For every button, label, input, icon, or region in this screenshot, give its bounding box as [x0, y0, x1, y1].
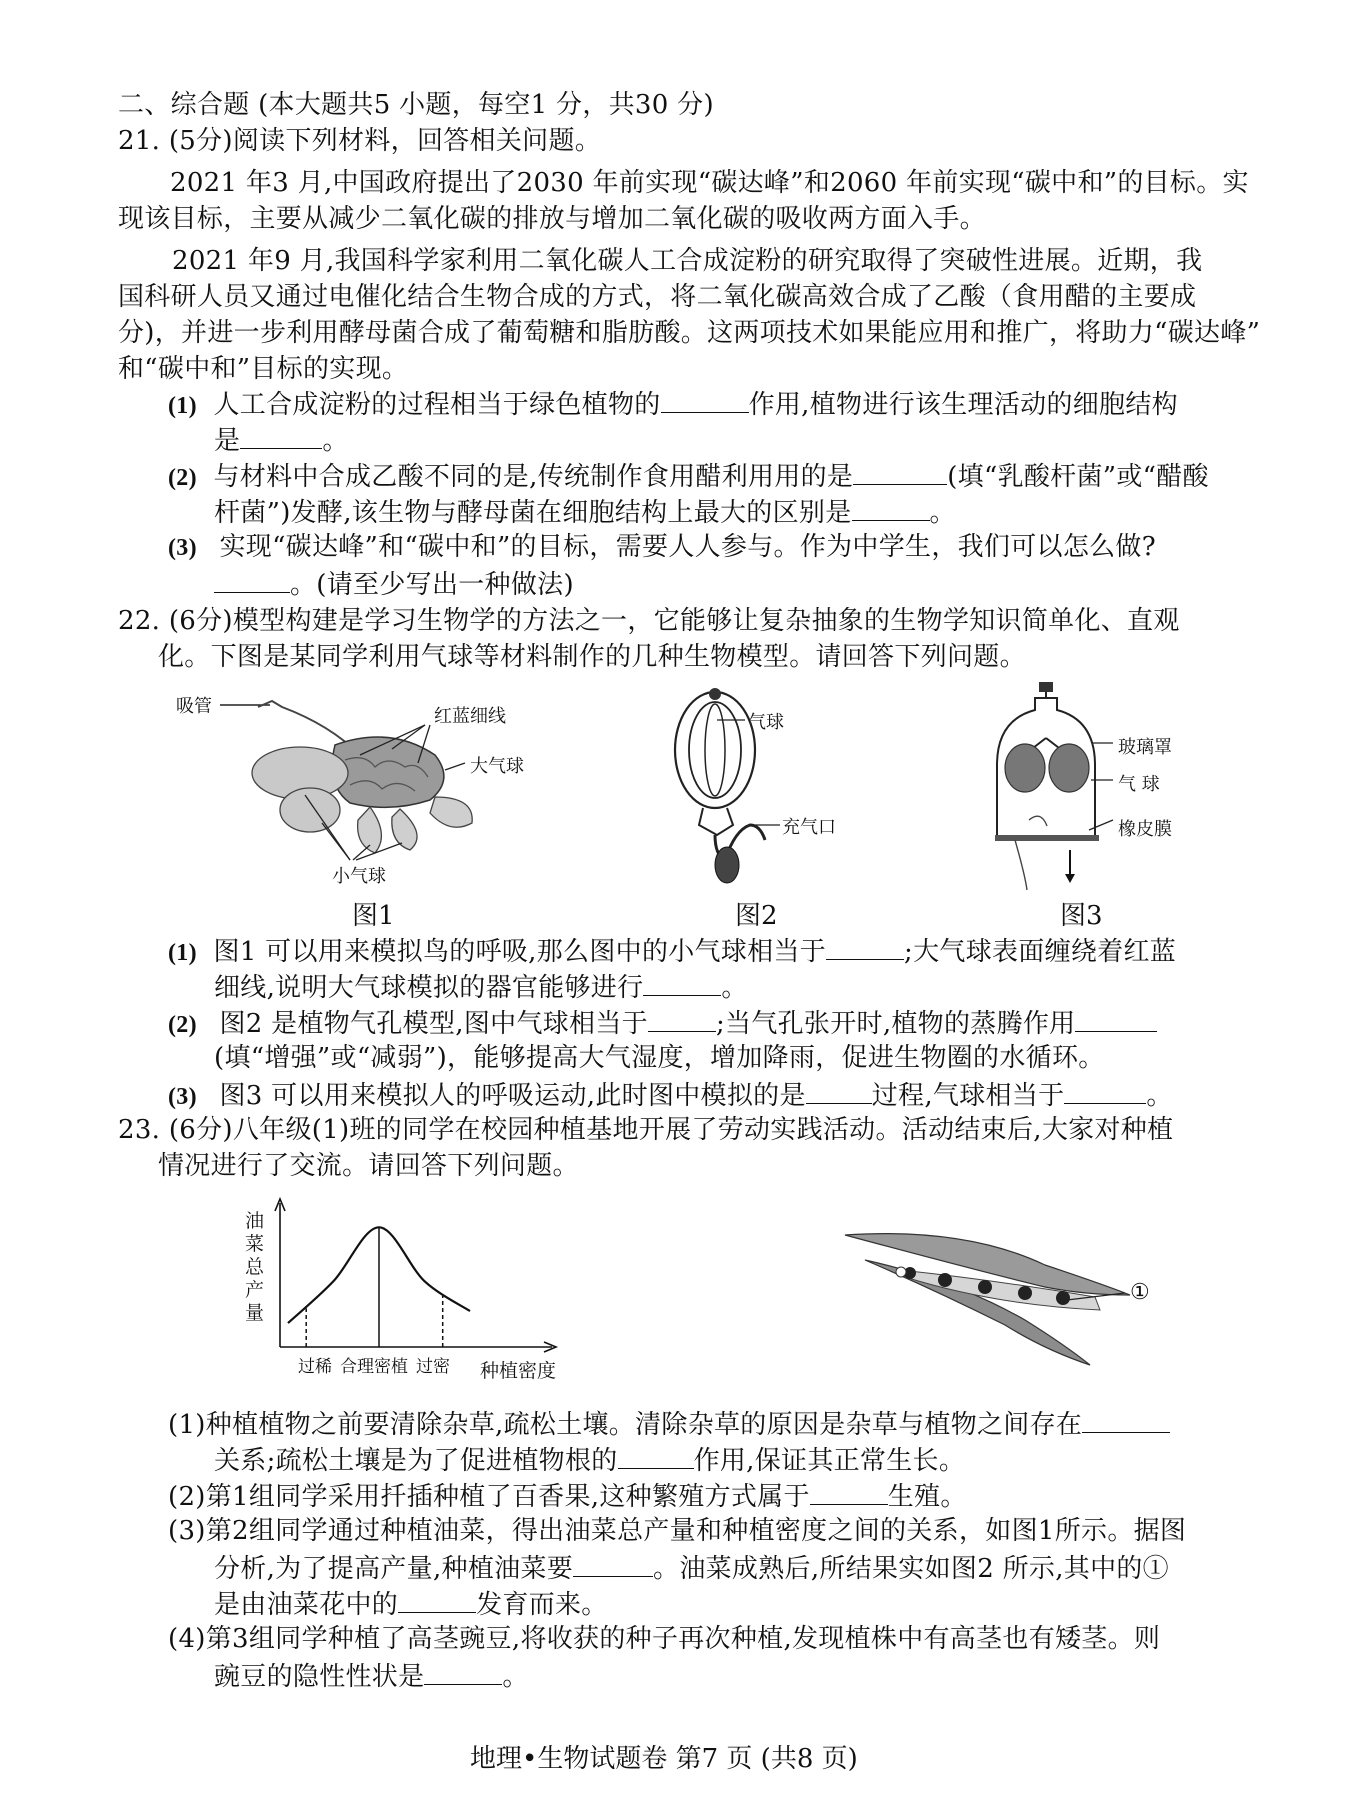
- q23-item2-line1: (2)第1组同学采用扦插种植了百香果,这种繁殖方式属于 生殖。: [168, 1478, 967, 1514]
- answer-blank[interactable]: [643, 969, 721, 996]
- answer-blank[interactable]: [852, 494, 930, 521]
- q21-title: 21. (5分)阅读下列材料，回答相关问题。: [118, 126, 602, 156]
- pod-label-1: ①: [1130, 1280, 1150, 1305]
- answer-blank[interactable]: [1075, 1005, 1157, 1032]
- q22-item1-line2: 细线,说明大气球模拟的器官能够进行 。: [214, 969, 748, 1005]
- q21-item1-line2: 是 。: [214, 422, 349, 458]
- q21-para1-line1: 2021 年3 月,中国政府提出了2030 年前实现“碳达峰”和2060 年前实现“碳中和”的目标。实: [170, 168, 1249, 198]
- q23-item1-number: (1): [168, 1410, 206, 1440]
- answer-blank[interactable]: [618, 1442, 694, 1469]
- q22-item1-number: (1): [168, 940, 197, 966]
- q21-item2-line1: (2) 与材料中合成乙酸不同的是,传统制作食用醋利用用的是 (填“乳酸杆菌”或“醋酸: [168, 458, 1209, 495]
- q21-para2-line1: 2021 年9 月,我国科学家利用二氧化碳人工合成淀粉的研究取得了突破性进展。近期，我: [172, 246, 1203, 276]
- q21-item2-number: (2): [168, 465, 197, 491]
- q23-item3-number: (3): [168, 1516, 206, 1546]
- q21-para2-line2: 国科研人员又通过电催化结合生物合成的方式，将二氧化碳高效合成了乙酸（食用醋的主要成: [118, 282, 1197, 312]
- fig1-caption: 图1: [352, 901, 395, 931]
- answer-blank[interactable]: [853, 458, 947, 485]
- q21-para2-line4: 和“碳中和”目标的实现。: [118, 354, 409, 384]
- fig3-jar-label: 玻璃罩: [1118, 737, 1172, 758]
- q21-para2-line3: 分)，并进一步利用酵母菌合成了葡萄糖和脂肪酸。这两项技术如果能应用和推广，将助力“碳达峰”: [118, 318, 1261, 348]
- fig2-caption: 图2: [735, 901, 778, 931]
- q23-title-line1: 23. (6分)八年级(1)班的同学在校园种植基地开展了劳动实践活动。活动结束后,大家对种植: [118, 1115, 1174, 1145]
- chart-tick-label-sparse: 过稀: [298, 1357, 332, 1377]
- fig1-thread-label: 红蓝细线: [434, 706, 506, 727]
- q22-item1-line1: (1) 图1 可以用来模拟鸟的呼吸,那么图中的小气球相当于 ;大气球表面缠绕着红蓝: [168, 933, 1176, 970]
- answer-blank[interactable]: [424, 1658, 502, 1685]
- answer-blank[interactable]: [648, 1005, 716, 1032]
- chart-tick-label-dense: 过密: [416, 1357, 450, 1377]
- fig1-big-balloon-label: 大气球: [470, 756, 524, 777]
- q21-item3-line1: (3) 实现“碳达峰”和“碳中和”的目标，需要人人参与。作为中学生，我们可以怎么做?: [168, 532, 1156, 562]
- q23-item4-line1: (4)第3组同学种植了高茎豌豆,将收获的种子再次种植,发现植株中有高茎也有矮茎。则: [168, 1624, 1161, 1654]
- fig1-straw-label: 吸管: [176, 696, 212, 717]
- q23-item3-line2: 分析,为了提高产量,种植油菜要 。油菜成熟后,所结果实如图2 所示,其中的①: [214, 1550, 1169, 1586]
- q22-item2-line2: (填“增强”或“减弱”)，能够提高大气湿度，增加降雨，促进生物圈的水循环。: [214, 1043, 1105, 1073]
- chart-xlabel: 种植密度: [480, 1360, 557, 1382]
- answer-blank[interactable]: [1082, 1406, 1170, 1433]
- answer-blank[interactable]: [661, 386, 749, 413]
- answer-blank[interactable]: [826, 933, 904, 960]
- chart-tick-label-optimal: 合理密植: [340, 1357, 408, 1377]
- chart-ylabel: 油菜总产量: [245, 1210, 265, 1324]
- q21-para1-line2: 现该目标，主要从减少二氧化碳的排放与增加二氧化碳的吸收两方面入手。: [118, 204, 986, 234]
- fig2-inlet-label: 充气口: [782, 817, 836, 838]
- q23-title-line2: 情况进行了交流。请回答下列问题。: [158, 1151, 579, 1181]
- fig3-balloon-label: 气 球: [1118, 774, 1160, 795]
- q21-item2-line2: 杆菌”)发酵,该生物与酵母菌在细胞结构上最大的区别是 。: [214, 494, 956, 530]
- section-header: 二、综合题 (本大题共5 小题，每空1 分，共30 分): [118, 90, 714, 120]
- answer-blank[interactable]: [214, 566, 290, 593]
- answer-blank[interactable]: [573, 1550, 653, 1577]
- q22-item3-line1: (3) 图3 可以用来模拟人的呼吸运动,此时图中模拟的是 过程,气球相当于 。: [168, 1077, 1173, 1114]
- q22-item3-number: (3): [168, 1084, 197, 1110]
- q21-item1-line1: (1) 人工合成淀粉的过程相当于绿色植物的 作用,植物进行该生理活动的细胞结构: [168, 386, 1178, 423]
- q22-title-line2: 化。下图是某同学利用气球等材料制作的几种生物模型。请回答下列问题。: [158, 642, 1026, 672]
- q22-item2-number: (2): [168, 1012, 197, 1038]
- q22-title-line1: 22. (6分)模型构建是学习生物学的方法之一，它能够让复杂抽象的生物学知识简单化、直观: [118, 606, 1180, 636]
- q23-item1-line2: 关系;疏松土壤是为了促进植物根的 作用,保证其正常生长。: [214, 1442, 965, 1478]
- fig3-caption: 图3: [1060, 901, 1103, 931]
- answer-blank[interactable]: [240, 422, 322, 449]
- q23-item4-number: (4): [168, 1624, 206, 1654]
- fig1-small-balloon-label: 小气球: [332, 866, 386, 887]
- q21-item3-number: (3): [168, 535, 197, 561]
- q22-item2-line1: (2) 图2 是植物气孔模型,图中气球相当于 ;当气孔张开时,植物的蒸腾作用: [168, 1005, 1157, 1042]
- q21-item1-number: (1): [168, 393, 197, 419]
- answer-blank[interactable]: [398, 1586, 476, 1613]
- fig3-membrane-label: 橡皮膜: [1118, 819, 1172, 840]
- page-footer: 地理•生物试题卷 第7 页 (共8 页): [470, 1744, 858, 1774]
- q23-item1-line1: (1)种植植物之前要清除杂草,疏松土壤。清除杂草的原因是杂草与植物之间存在: [168, 1406, 1170, 1442]
- q23-item2-number: (2): [168, 1482, 206, 1512]
- q23-item4-line2: 豌豆的隐性性状是 。: [214, 1658, 529, 1694]
- q23-item3-line3: 是由油菜花中的 发育而来。: [214, 1586, 608, 1622]
- q23-item3-line1: (3)第2组同学通过种植油菜，得出油菜总产量和种植密度之间的关系，如图1所示。据图: [168, 1516, 1187, 1546]
- answer-blank[interactable]: [1064, 1077, 1146, 1104]
- answer-blank[interactable]: [810, 1478, 888, 1505]
- answer-blank[interactable]: [806, 1077, 872, 1104]
- q21-item3-line2: 。(请至少写出一种做法): [214, 566, 574, 602]
- rapeseed-pod-drawing: [845, 1225, 1155, 1375]
- fig2-balloon-label: 气球: [748, 712, 784, 733]
